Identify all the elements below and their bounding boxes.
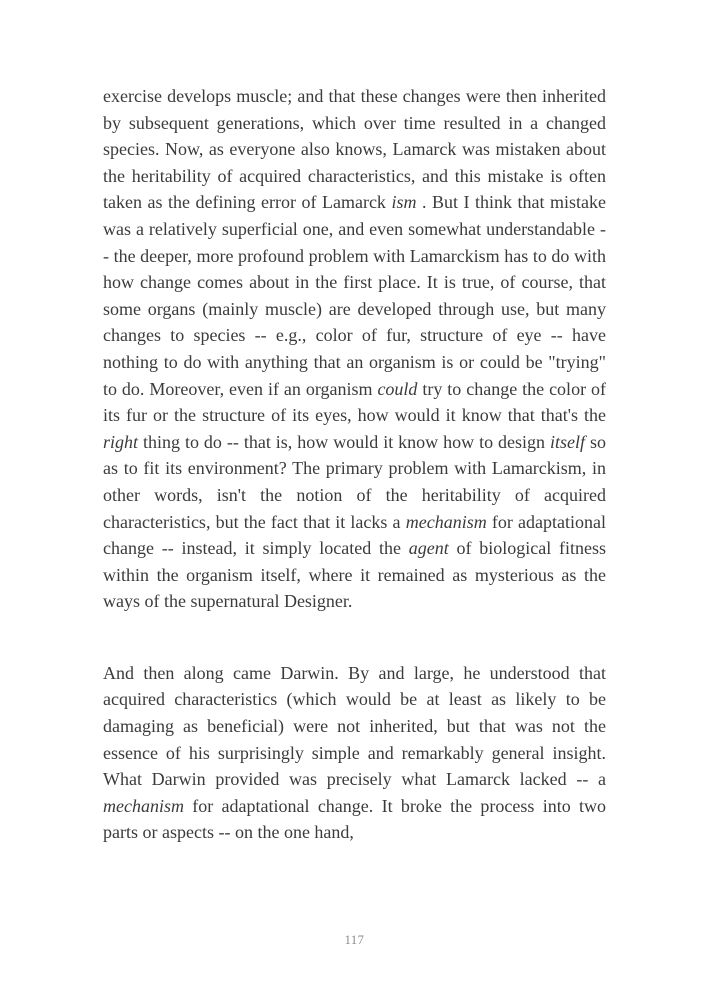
text-segment: exercise develops muscle; and that these changes were then inherited by subsequent generations, which over time resulted in a changed species. Now, as everyone also knows, Lamarck was mistaken about the heritability of acquired characteristics, and this mistake is often taken as the defining error of Lamarck [103, 86, 606, 213]
text-segment: for adaptational change. It broke the process into two parts or aspects -- on the one hand, [103, 795, 606, 843]
italic-text-segment: mechanism [405, 511, 487, 532]
text-segment: . But I think that mistake was a relatively superficial one, and even somewhat understandable -- the deeper, more profound problem with Lamarckism has to do with how change comes about in the first place. It is true, of course, that some organs (mainly muscle) are developed through use, but many changes to species -- e.g., color of fur, structure of eye -- have nothing to do with anything that an organism is or could be "trying" to do. Moreover, even if an organism [103, 192, 607, 399]
italic-text-segment: could [377, 378, 418, 399]
paragraph [103, 83, 606, 615]
page-number: 117 [344, 933, 365, 947]
italic-text-segment: mechanism [103, 795, 184, 816]
text-segment: try to change the color of its fur or the structure of its eyes, how would it know that that's the [103, 378, 606, 426]
italic-text-segment: right [103, 431, 139, 452]
paragraph [103, 660, 606, 846]
italic-text-segment: ism [391, 192, 417, 213]
italic-text-segment: itself [550, 431, 586, 452]
text-segment: And then along came Darwin. By and large, he understood that acquired characteristics (which would be at least as likely to be damaging as beneficial) were not inherited, but that was not the essence of his surprisingly simple and remarkably general insight. What Darwin provided was precisely what Lamarck lacked -- a [103, 662, 606, 790]
text-segment: of biological fitness within the organism itself, where it remained as mysterious as the ways of the supernatural Designer. [103, 538, 606, 612]
italic-text-segment: agent [408, 538, 449, 559]
text-segment: thing to do -- that is, how would it know how to design [138, 431, 551, 452]
page-body [103, 83, 606, 846]
text-segment: so as to fit its environment? The primary problem with Lamarckism, in other words, isn't the notion of the heritability of acquired characteristics, but the fact that it lacks a [103, 431, 607, 532]
text-segment: for adaptational change -- instead, it simply located the [103, 511, 607, 559]
